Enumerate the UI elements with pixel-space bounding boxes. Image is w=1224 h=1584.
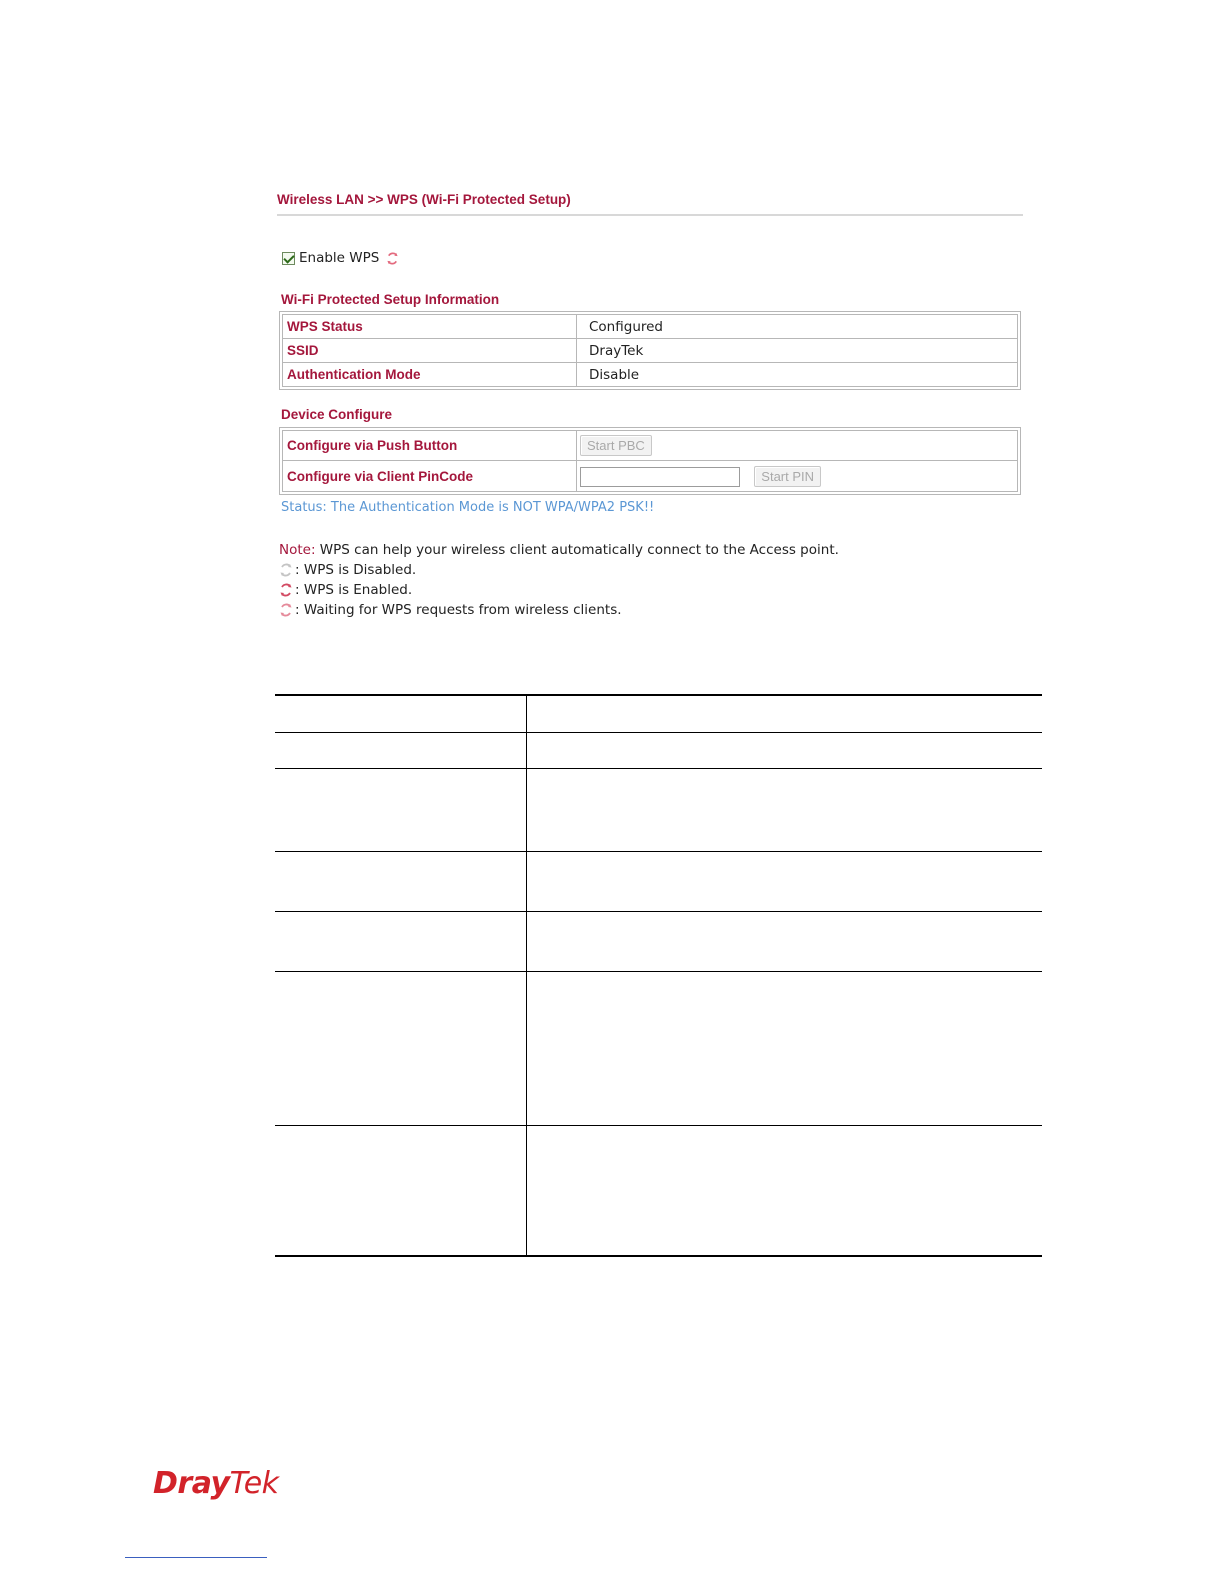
enable-wps-label: Enable WPS: [299, 250, 380, 266]
device-configure-table: [282, 430, 1018, 492]
push-button-label: Configure via Push Button: [283, 431, 577, 461]
wps-disabled-icon: [279, 563, 293, 577]
table-row: [275, 852, 1042, 912]
table-row: [283, 431, 1018, 461]
wps-info-table: [282, 314, 1018, 387]
table-row: [275, 912, 1042, 972]
note-label: Note:: [279, 542, 316, 558]
device-section-title: Device Configure: [281, 407, 393, 422]
legend-disabled-text: : WPS is Disabled.: [295, 562, 417, 578]
table-row: [275, 972, 1042, 1126]
legend-waiting-text: : Waiting for WPS requests from wireless clients.: [295, 602, 622, 618]
table-row: [283, 315, 1018, 339]
info-section-title: Wi-Fi Protected Setup Information: [281, 292, 500, 307]
note-text: WPS can help your wireless client automatically connect to the Access point.: [315, 542, 839, 558]
auth-mode-label: Authentication Mode: [283, 363, 577, 387]
table-row: [283, 461, 1018, 492]
start-pbc-button[interactable]: Start PBC: [580, 435, 652, 456]
table-row: [275, 733, 1042, 769]
note-block: [279, 540, 839, 620]
table-row: [283, 363, 1018, 387]
footer-line: [125, 1557, 267, 1558]
table-row: [275, 769, 1042, 852]
pincode-label: Configure via Client PinCode: [283, 461, 577, 492]
ssid-label: SSID: [283, 339, 577, 363]
start-pin-button[interactable]: Start PIN: [754, 466, 821, 487]
wps-enabled-icon: [386, 252, 399, 265]
wps-enabled-icon: [279, 583, 293, 597]
draytek-logo: DrayTek: [153, 1466, 279, 1501]
title-divider: [277, 214, 1023, 216]
enable-wps-checkbox[interactable]: [282, 252, 295, 265]
auth-mode-value: Disable: [577, 363, 1018, 387]
description-table: [275, 694, 1042, 1257]
enable-wps-row[interactable]: [282, 249, 399, 267]
ssid-value: DrayTek: [577, 339, 1018, 363]
wps-status-label: WPS Status: [283, 315, 577, 339]
table-row: [283, 339, 1018, 363]
table-row: [275, 695, 1042, 733]
legend-enabled-text: : WPS is Enabled.: [295, 582, 413, 598]
status-message: Status: The Authentication Mode is NOT WPA/WPA2 PSK!!: [281, 500, 655, 515]
breadcrumb: Wireless LAN >> WPS (Wi-Fi Protected Setup): [277, 192, 571, 207]
table-row: [275, 1126, 1042, 1257]
wps-waiting-icon: [279, 603, 293, 617]
wps-status-value: Configured: [577, 315, 1018, 339]
pincode-input[interactable]: [580, 467, 740, 487]
